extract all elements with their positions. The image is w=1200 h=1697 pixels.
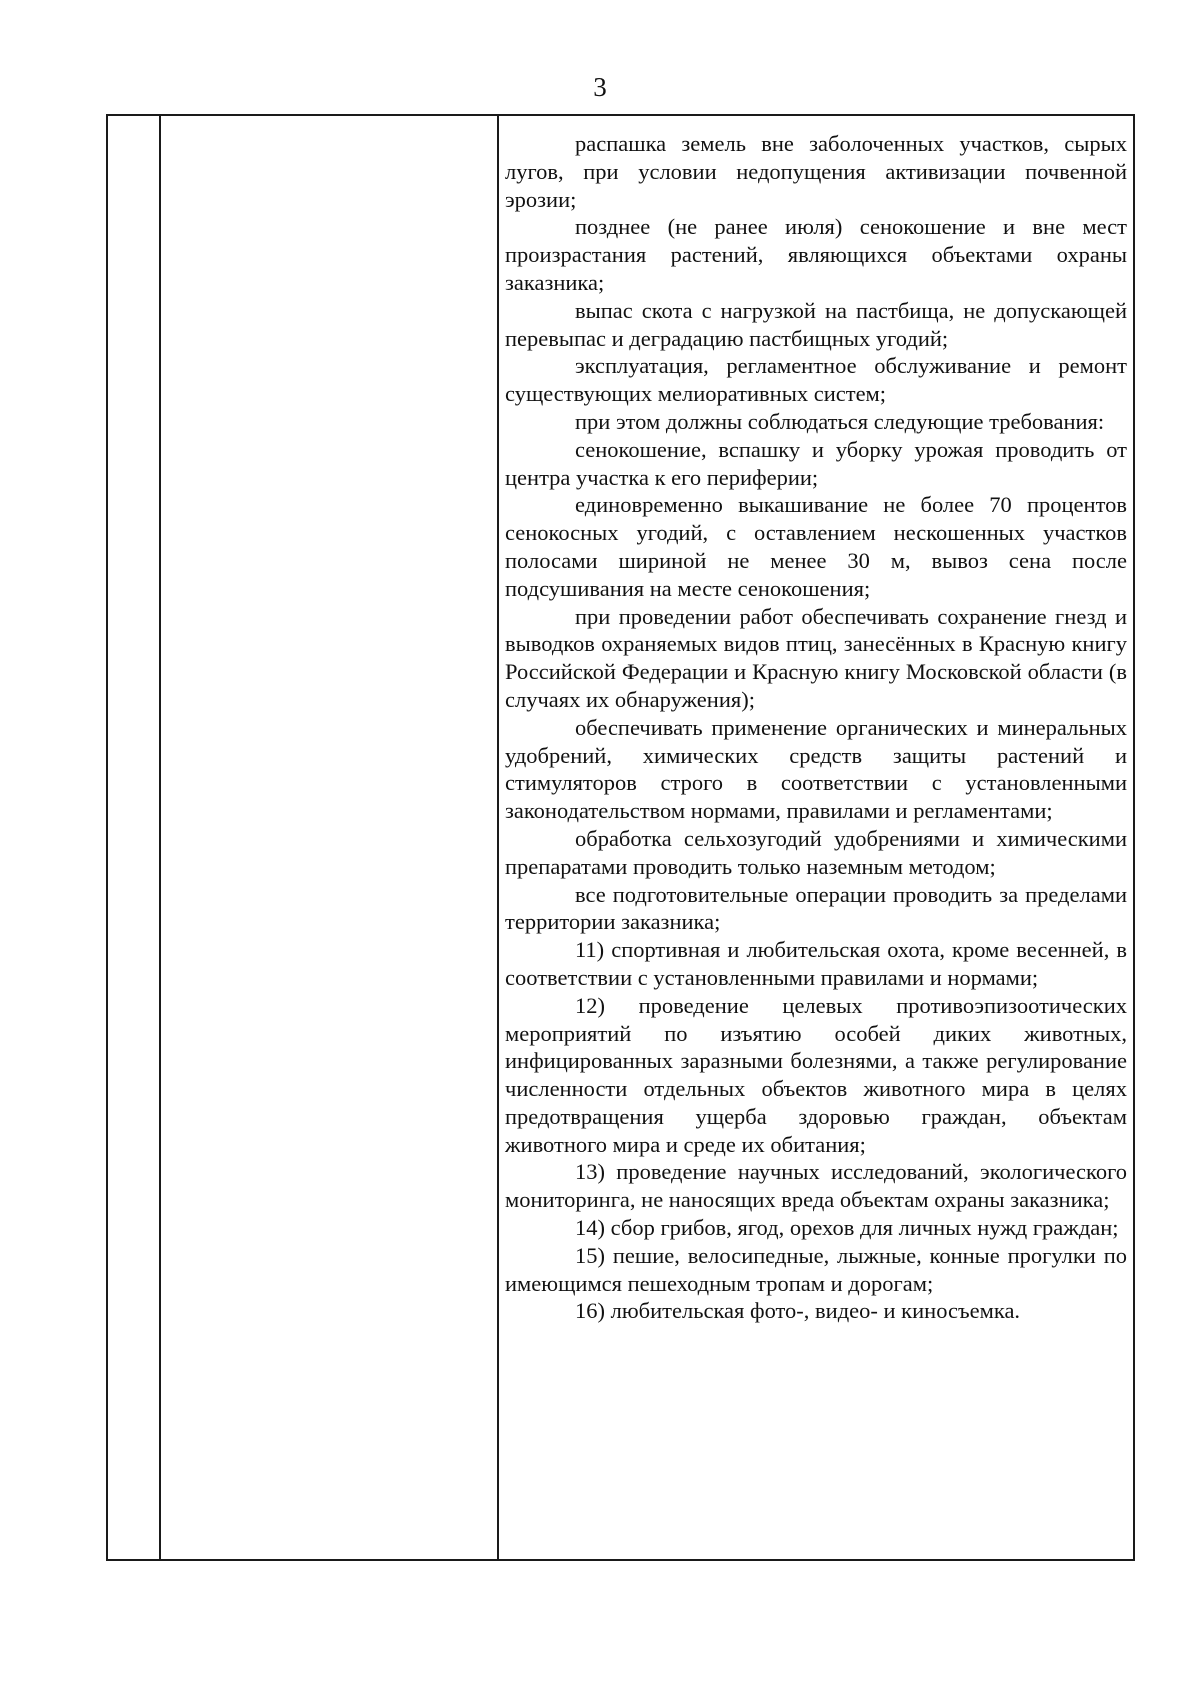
paragraph-preparatory-operations: все подготовительные операции проводить за пределами территории заказника; [505, 881, 1127, 935]
paragraph-item-13-research: 13) проведение научных исследований, экологического мониторинга, не наносящих вреда объектам охраны заказника; [505, 1159, 1127, 1213]
paragraph-requirements-intro: при этом должны соблюдаться следующие требования: [575, 408, 1105, 434]
paragraph-bird-nests: при проведении работ обеспечивать сохранение гнезд и выводков охраняемых видов птиц, занесённых в Красную книгу Российской Федерации и Красную книгу Московской области (в случаях их обнаружения); [505, 603, 1127, 712]
page-number: 3 [593, 72, 607, 102]
paragraph-item-15-walks: 15) пешие, велосипедные, лыжные, конные прогулки по имеющимся пешеходным тропам и дорогам; [505, 1242, 1127, 1296]
paragraph-plowing: распашка земель вне заболоченных участков, сырых лугов, при условии недопущения активизации почвенной эрозии; [505, 131, 1127, 212]
table-column-divider-1 [159, 116, 161, 1559]
paragraph-item-14-gathering: 14) сбор грибов, ягод, орехов для личных нужд граждан; [575, 1215, 1119, 1241]
paragraph-mowing-limit: единовременно выкашивание не более 70 процентов сенокосных угодий, с оставлением нескошенных участков полосами шириной не менее 30 м, вывоз сена после подсушивания на месте сенокошения; [505, 492, 1127, 601]
paragraph-late-haymaking: позднее (не ранее июля) сенокошение и вне мест произрастания растений, являющихся объектами охраны заказника; [505, 214, 1127, 295]
paragraph-item-12-epizootic: 12) проведение целевых противоэпизоотических мероприятий по изъятию особей диких животных, инфицированных заразными болезнями, а также регулирование численности отдельных объектов животного мира в целях предотвращения ущерба здоровью граждан, объектам животного мира и среде их обитания; [505, 992, 1127, 1157]
paragraph-ground-treatment: обработка сельхозугодий удобрениями и химическими препаратами проводить только наземным методом; [505, 825, 1127, 879]
document-table [106, 114, 1135, 1561]
paragraph-item-11-hunting: 11) спортивная и любительская охота, кроме весенней, в соответствии с установленными правилами и нормами; [505, 937, 1127, 990]
paragraph-mowing-order: сенокошение, вспашку и уборку урожая проводить от центра участка к его периферии; [505, 436, 1127, 490]
paragraph-grazing: выпас скота с нагрузкой на пастбища, не допускающей перевыпас и деградацию пастбищных угодий; [505, 297, 1127, 351]
paragraph-item-16-photo: 16) любительская фото-, видео- и киносъемка. [575, 1298, 1021, 1324]
table-column-divider-2 [497, 116, 499, 1559]
paragraph-fertilizers: обеспечивать применение органических и минеральных удобрений, химических средств защиты растений и стимуляторов строго в соответствии с установленными законодательством нормами, правилами и регламентами; [505, 714, 1127, 824]
table-text-cell [505, 130, 1127, 1325]
paragraph-reclamation-systems: эксплуатация, регламентное обслуживание и ремонт существующих мелиоративных систем; [505, 353, 1127, 407]
